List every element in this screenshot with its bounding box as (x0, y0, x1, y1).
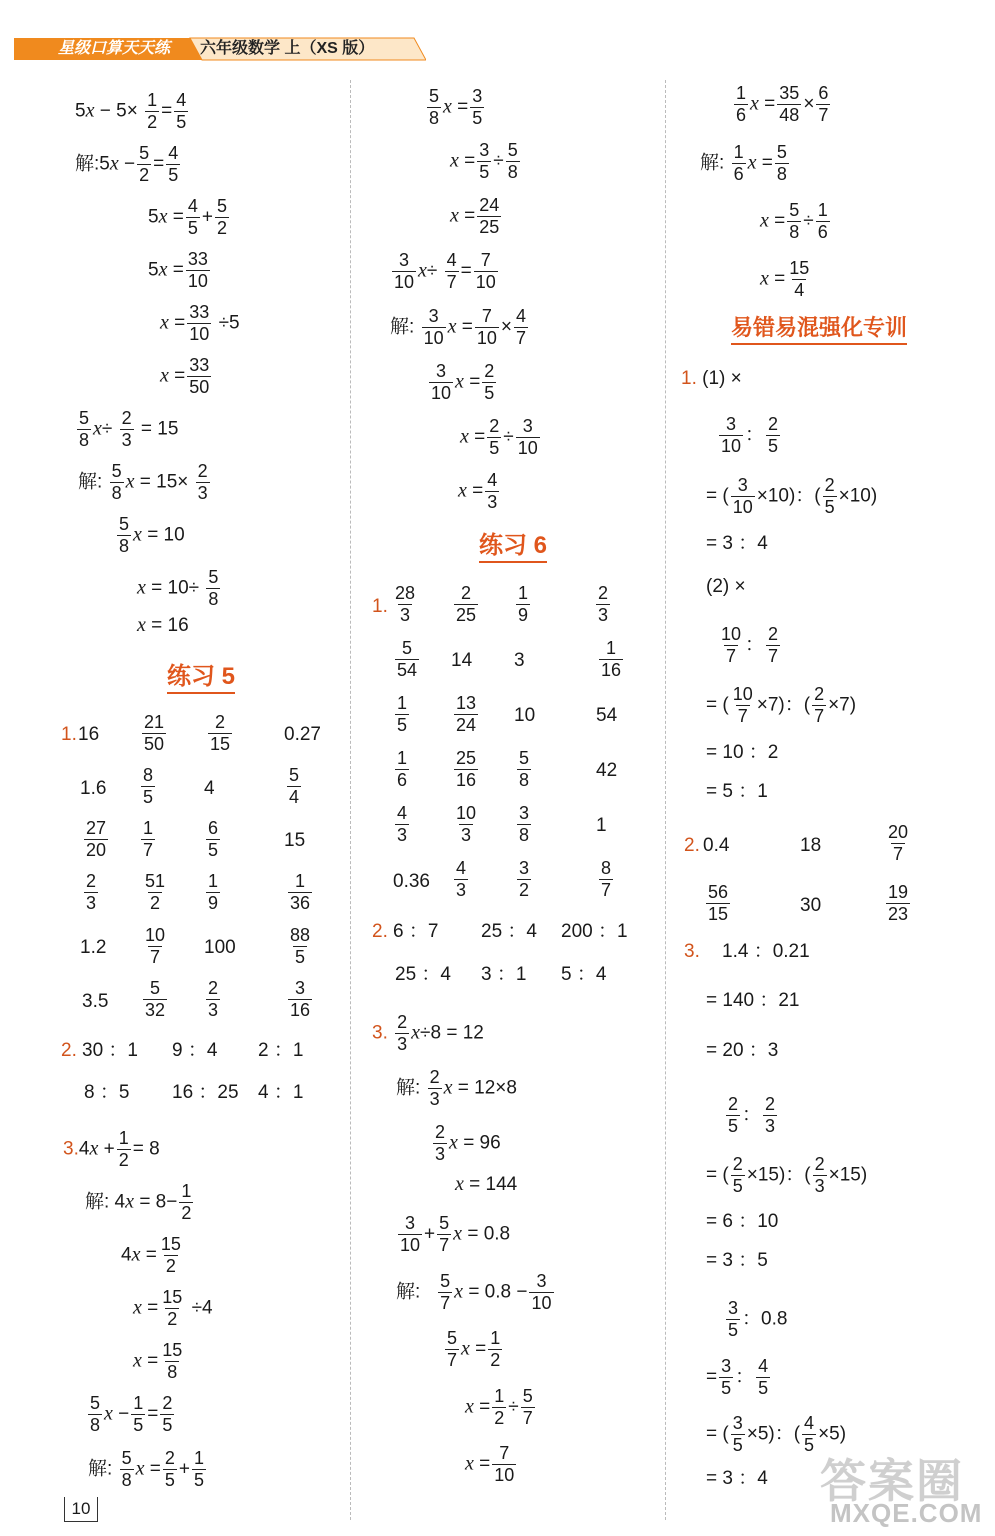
heading-lianxi6: 练习 6 (479, 531, 547, 563)
yc-q3: = 6 ：10 (706, 1211, 779, 1232)
page-number: 10 (64, 1497, 98, 1522)
l6-cell: $\frac{2}{25}$ (456, 583, 477, 625)
c1-q3-line7: 解: $\frac{5}{8}$ x = $\frac{2}{5}$ + $\frac{1}{5}$ (88, 1448, 204, 1490)
c2-line2: x = $\frac{3}{5}$ ÷ $\frac{5}{8}$ (450, 140, 518, 182)
l6-cell: $\frac{1}{9}$ (518, 583, 529, 625)
c2-line3: x = $\frac{24}{25}$ (450, 195, 500, 237)
l6-cell: $\frac{5}{8}$ (519, 748, 530, 790)
l5-cell: $\frac{27}{20}$ (86, 818, 107, 860)
watermark-url: MXQE.COM (830, 1498, 983, 1528)
q-number: 2. (372, 921, 388, 942)
c3-q1-7: = ( $\frac{10}{7}$ ×7)：( $\frac{2}{7}$ ×7) (706, 684, 857, 726)
watermark-logo: 答案圈 (820, 1455, 964, 1507)
c2-q3-line3: $\frac{2}{3}$ x = 96 (435, 1122, 501, 1164)
yc-q2-cell: $\frac{56}{15}$ (708, 882, 729, 924)
c2-q3-line5: $\frac{3}{10}$ + $\frac{5}{7}$ x = 0.8 (400, 1213, 511, 1255)
l5-cell: 3.5 (82, 991, 109, 1012)
c2-line4: $\frac{3}{10}$ x÷ $\frac{4}{7}$ = $\frac{7}{10}$ (394, 250, 496, 292)
c3-line2: 解: $\frac{1}{6}$ x = $\frac{5}{8}$ (700, 142, 787, 184)
yc-q3: = 20 ：3 (706, 1040, 779, 1061)
l6-cell: $\frac{28}{3}$ (395, 583, 416, 625)
c3-q1-3: = ( $\frac{3}{10}$ ×10)：( $\frac{2}{5}$ ×10) (706, 475, 878, 517)
c1-line2: 解:5x − $\frac{5}{2}$ = $\frac{4}{5}$ (75, 143, 179, 185)
ratio: 3 ：1 (481, 964, 527, 985)
c2-q3-line9: x = $\frac{7}{10}$ (465, 1443, 515, 1485)
column-divider-1 (350, 80, 351, 1520)
ratio: 4 ：1 (258, 1082, 304, 1103)
l6-cell: $\frac{13}{24}$ (456, 693, 477, 735)
c3-line4: x = $\frac{15}{4}$ (760, 258, 810, 300)
l5-cell: $\frac{1}{9}$ (208, 871, 219, 913)
c2-q3-line1: 3. $\frac{2}{3}$ x÷8 = 12 (372, 1012, 484, 1054)
l5-cell: 100 (204, 937, 236, 958)
c1-line3: 5x = $\frac{4}{5}$ + $\frac{5}{2}$ (148, 196, 227, 238)
l6-cell: $\frac{10}{3}$ (456, 803, 477, 845)
l5-cell: $\frac{21}{50}$ (144, 712, 165, 754)
l5-cell: $\frac{5}{4}$ (289, 765, 300, 807)
c1-q3-line4: x = $\frac{15}{2}$ ÷4 (133, 1287, 213, 1329)
c1-line5: x = $\frac{33}{10}$ ÷5 (160, 302, 240, 344)
l6-cell: $\frac{1}{5}$ (397, 693, 408, 735)
yc-q3: = 140 ：21 (706, 990, 800, 1011)
heading-lianxi5: 练习 5 (167, 662, 235, 694)
c2-q3-line6: 解: $\frac{5}{7}$ x = 0.8 − $\frac{3}{10}$ (396, 1271, 552, 1313)
c3-q1-4: = 3 ：4 (706, 533, 768, 554)
c3-line1: $\frac{1}{6}$ x = $\frac{35}{48}$ × $\frac{6}{7}$ (736, 83, 829, 125)
l5-cell: 1.2 (80, 937, 107, 958)
c3-line3: x = $\frac{5}{8}$ ÷ $\frac{1}{6}$ (760, 200, 828, 242)
l6-cell: $\frac{1}{6}$ (397, 748, 408, 790)
yc-q3: = $\frac{3}{5}$ ： $\frac{4}{5}$ (706, 1356, 769, 1398)
l5-cell: $\frac{88}{5}$ (290, 925, 311, 967)
book-title: 六年级数学 上（XS 版） (200, 40, 375, 57)
yc-q3: $\frac{2}{5}$ ： $\frac{2}{3}$ (728, 1094, 776, 1136)
l6-cell: $\frac{3}{2}$ (519, 858, 530, 900)
ratio: 5 ：4 (561, 964, 607, 985)
ratio: 2 ：1 (258, 1040, 304, 1061)
ratio: 25 ：4 (481, 921, 537, 942)
yc-q3: = ( $\frac{2}{5}$ ×15)：( $\frac{2}{3}$ ×15) (706, 1154, 868, 1196)
yc-q2-cell: 0.4 (703, 835, 730, 856)
c1-q3-line3: 4x = $\frac{15}{2}$ (121, 1234, 181, 1276)
l5-cell: 1.6 (80, 778, 107, 799)
c2-line8: x = $\frac{4}{3}$ (458, 470, 498, 512)
c1-line4: 5x = $\frac{33}{10}$ (148, 249, 208, 291)
l5-cell: $\frac{2}{3}$ (208, 978, 219, 1020)
c3-q1-9: = 5 ：1 (706, 781, 768, 802)
l6-cell: $\frac{2}{3}$ (598, 583, 609, 625)
c1-line9: $\frac{5}{8}$ x = 10 (119, 514, 185, 556)
yc-q2-cell: $\frac{19}{23}$ (888, 882, 909, 924)
l6-cell: $\frac{3}{8}$ (519, 803, 530, 845)
c1-q3-line5: x = $\frac{15}{8}$ (133, 1340, 183, 1382)
l5-cell: $\frac{1}{36}$ (290, 871, 311, 913)
q-number: 1. (61, 724, 77, 745)
heading-yicuo: 易错易混强化专训 (731, 313, 907, 345)
ratio: 6 ：7 (393, 921, 439, 942)
ratio: 30 ：1 (82, 1040, 138, 1061)
yc-q3: $\frac{3}{5}$ ：0.8 (728, 1298, 788, 1340)
l5-cell: 4 (204, 778, 215, 799)
l6-cell: 0.36 (393, 871, 430, 892)
c2-q3-line8: x = $\frac{1}{2}$ ÷ $\frac{5}{7}$ (465, 1386, 533, 1428)
l5-cell: $\frac{6}{5}$ (208, 818, 219, 860)
l6-cell: $\frac{25}{16}$ (456, 748, 477, 790)
yc-q2-cell: 18 (800, 835, 822, 856)
c2-q3-line7: $\frac{5}{7}$ x = $\frac{1}{2}$ (447, 1328, 501, 1370)
c2-line7: x = $\frac{2}{5}$ ÷ $\frac{3}{10}$ (460, 416, 538, 458)
yc-q3: = 3 ：4 (706, 1468, 768, 1489)
ratio: 200 ：1 (561, 921, 628, 942)
l5-cell: $\frac{5}{32}$ (145, 978, 166, 1020)
q-number: 2. (684, 835, 700, 856)
l5-cell: $\frac{2}{3}$ (86, 871, 97, 913)
q-number: 3. (684, 941, 700, 962)
l5-cell: $\frac{2}{15}$ (210, 712, 231, 754)
l5-cell: $\frac{51}{2}$ (145, 871, 166, 913)
c1-line8: 解: $\frac{5}{8}$ x = 15× $\frac{2}{3}$ (78, 461, 208, 503)
yc-q2-cell: $\frac{20}{7}$ (888, 822, 909, 864)
l6-cell: 10 (514, 705, 536, 726)
l6-cell: 14 (451, 650, 473, 671)
series-title: 星级口算天天练 (58, 40, 171, 57)
l5-cell: 0.27 (284, 724, 321, 745)
l6-cell: $\frac{8}{7}$ (601, 858, 612, 900)
c2-line1: $\frac{5}{8}$ x = $\frac{3}{5}$ (429, 86, 483, 128)
c2-q3-line4: x = 144 (455, 1173, 518, 1195)
yc-q3: = ( $\frac{3}{5}$ ×5)：( $\frac{4}{5}$ ×5) (706, 1413, 847, 1455)
ratio: 25 ：4 (395, 964, 451, 985)
l5-cell: $\frac{3}{16}$ (290, 978, 311, 1020)
l6-cell: 54 (596, 705, 618, 726)
yc-q3: 1.4 ：0.21 (722, 941, 810, 962)
c3-q1-6: $\frac{10}{7}$ ： $\frac{2}{7}$ (721, 624, 779, 666)
c1-line6: x = $\frac{33}{50}$ (160, 355, 210, 397)
c3-q1-8: = 10 ：2 (706, 742, 779, 763)
q-number: 2. (61, 1040, 77, 1061)
c1-q3-line2: 解: 4x = 8− $\frac{1}{2}$ (85, 1181, 192, 1223)
c1-q3-line6: $\frac{5}{8}$ x − $\frac{1}{5}$ = $\frac{2}{5}$ (90, 1393, 173, 1435)
ratio: 9 ：4 (172, 1040, 218, 1061)
q-number: 1. (372, 596, 388, 617)
ratio: 8 ：5 (84, 1082, 130, 1103)
c1-line10: x = 10÷ $\frac{5}{8}$ (137, 567, 219, 609)
l6-cell: $\frac{1}{16}$ (601, 638, 622, 680)
l6-cell: 42 (596, 760, 618, 781)
c1-line11: x = 16 (137, 614, 189, 636)
l5-cell: $\frac{1}{7}$ (143, 818, 154, 860)
ratio: 16 ：25 (172, 1082, 239, 1103)
l6-cell: $\frac{4}{3}$ (397, 803, 408, 845)
c1-line1: 5x − 5× $\frac{1}{2}$ = $\frac{4}{5}$ (75, 90, 187, 132)
c3-q1-5: (2) × (706, 576, 746, 597)
l6-cell: 3 (514, 650, 525, 671)
c2-line5: 解: $\frac{3}{10}$ x = $\frac{7}{10}$ × $\frac{4}{7}$ (390, 306, 527, 348)
l5-cell: 16 (78, 724, 100, 745)
column-divider-2 (665, 80, 666, 1520)
c3-q1-1: 1. (1) × (681, 368, 742, 389)
l5-cell: 15 (284, 830, 306, 851)
l6-cell: $\frac{4}{3}$ (456, 858, 467, 900)
yc-q2-cell: 30 (800, 895, 822, 916)
l6-cell: $\frac{5}{54}$ (397, 638, 418, 680)
c1-line7: $\frac{5}{8}$ x÷ $\frac{2}{3}$ = 15 (79, 408, 179, 450)
c2-line6: $\frac{3}{10}$ x = $\frac{2}{5}$ (431, 361, 495, 403)
l5-cell: $\frac{10}{7}$ (145, 925, 166, 967)
l5-cell: $\frac{8}{5}$ (143, 765, 154, 807)
c2-q3-line2: 解: $\frac{2}{3}$ x = 12×8 (396, 1067, 517, 1109)
c3-q1-2: $\frac{3}{10}$ ： $\frac{2}{5}$ (721, 414, 779, 456)
c1-q3-line1: 3.4x + $\frac{1}{2}$ = 8 (63, 1128, 160, 1170)
l6-cell: 1 (596, 815, 607, 836)
yc-q3: = 3 ：5 (706, 1250, 768, 1271)
